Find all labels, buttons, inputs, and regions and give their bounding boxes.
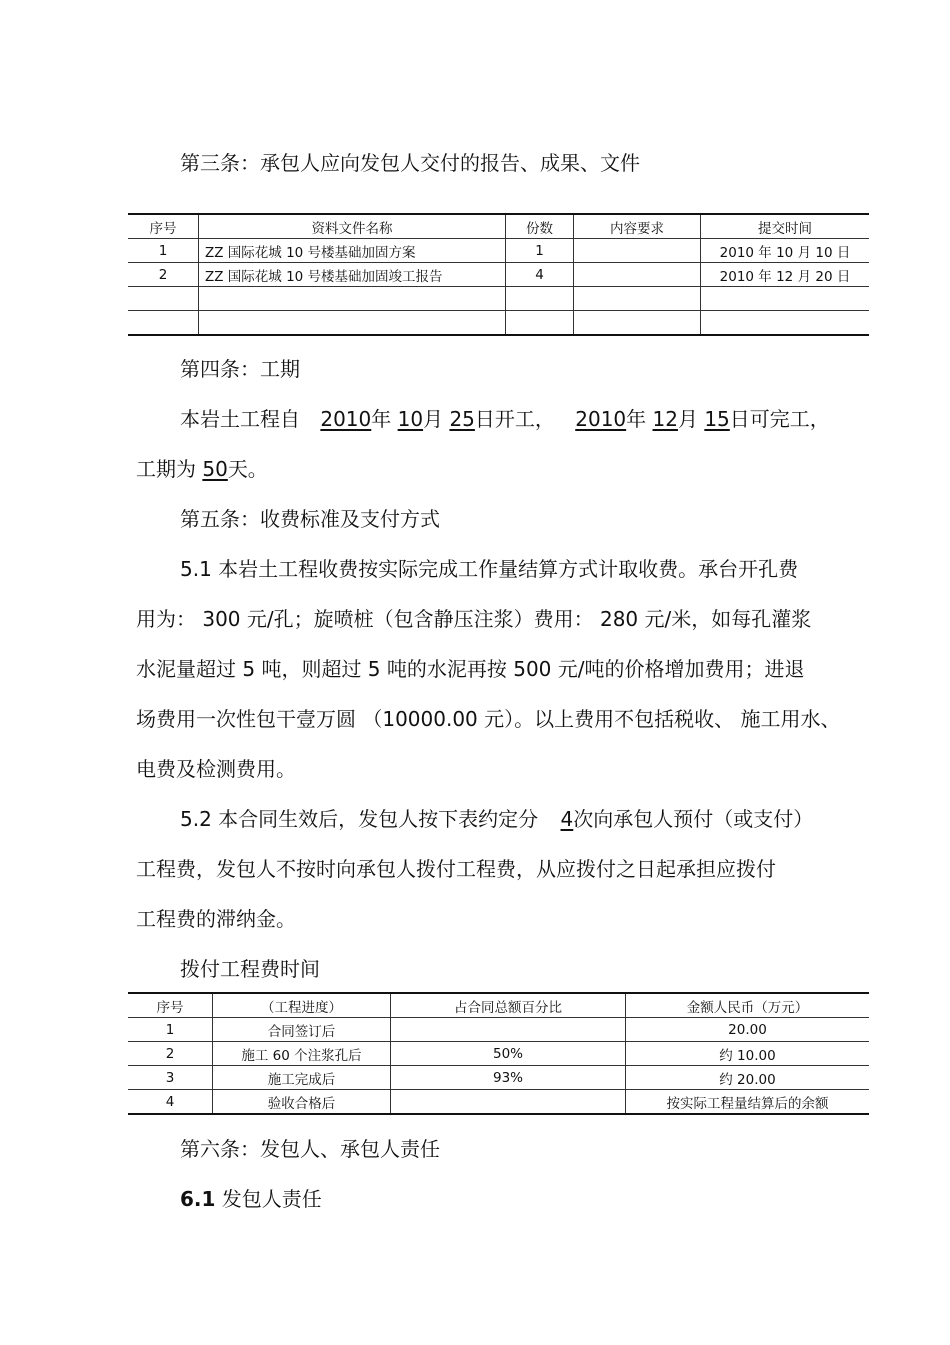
table-cell (574, 287, 701, 311)
text-fragment: 月 (423, 407, 444, 431)
text-fragment: 5.2 本合同生效后，发包人按下表约定分 (180, 807, 539, 831)
table-cell: 按实际工程量结算后的余额 (626, 1090, 870, 1115)
table-cell (701, 287, 870, 311)
table-row (128, 239, 869, 263)
col-header: 金额人民币（万元） (626, 993, 870, 1018)
table-cell: 1 (506, 239, 574, 263)
col-header: 资料文件名称 (199, 214, 506, 239)
table-header-row (128, 993, 869, 1018)
end-day: 15 (704, 407, 730, 431)
table-cell: 2010 年 10 月 10 日 (701, 239, 870, 263)
table-cell (199, 311, 506, 336)
table-cell: 合同签订后 (213, 1018, 391, 1042)
table-cell: 50% (391, 1042, 626, 1066)
table-cell (391, 1090, 626, 1115)
article6-heading: 第六条：发包人、承包人责任 (180, 1137, 440, 1161)
end-month: 12 (652, 407, 678, 431)
article3-heading: 第三条：承包人应向发包人交付的报告、成果、文件 (180, 151, 640, 175)
text-fragment: 月 (677, 407, 698, 431)
table-cell: 2 (128, 263, 199, 287)
start-day: 25 (449, 407, 475, 431)
table-cell (574, 263, 701, 287)
table-cell: 1 (128, 239, 199, 263)
table-row (128, 311, 869, 336)
table-cell: 20.00 (626, 1018, 870, 1042)
text-fragment: 次向承包人预付（或支付） (573, 807, 814, 831)
clause-5-2-line (180, 805, 813, 833)
article4-heading: 第四条：工期 (180, 357, 300, 381)
col-header: 提交时间 (701, 214, 870, 239)
clause-5-2-line: 工程费的滞纳金。 (136, 907, 296, 931)
payment-table (128, 992, 869, 1115)
col-header: 份数 (506, 214, 574, 239)
clause-5-2-line: 工程费，发包人不按时向承包人拨付工程费，从应拨付之日起承担应拨付 (136, 857, 776, 881)
text-fragment: 年 (371, 407, 392, 431)
table-cell (128, 311, 199, 336)
table-cell (506, 287, 574, 311)
text-fragment: 工期为 (136, 457, 196, 481)
text-fragment: 年 (626, 407, 647, 431)
start-year: 2010 (320, 407, 372, 431)
article4-schedule-line (180, 405, 830, 433)
clause-number: 6.1 (180, 1187, 216, 1211)
clause-5-1-line: 场费用一次性包干壹万圆 （10000.00 元）。以上费用不包括税收、 施工用水、 (136, 707, 841, 731)
table-cell (506, 311, 574, 336)
end-year: 2010 (575, 407, 627, 431)
table-cell: 1 (128, 1018, 213, 1042)
table-cell: 3 (128, 1066, 213, 1090)
col-header: （工程进度） (213, 993, 391, 1018)
table-cell: 施工完成后 (213, 1066, 391, 1090)
table-cell: ZZ 国际花城 10 号楼基础加固竣工报告 (199, 263, 506, 287)
table-row (128, 1066, 869, 1090)
col-header: 占合同总额百分比 (391, 993, 626, 1018)
col-header: 内容要求 (574, 214, 701, 239)
table-cell: 2 (128, 1042, 213, 1066)
clause-5-1-line: 用为： 300 元/孔；旋喷桩（包含静压注浆）费用： 280 元/米，如每孔灌浆 (136, 607, 812, 631)
table-cell (391, 1018, 626, 1042)
table-cell: 施工 60 个注浆孔后 (213, 1042, 391, 1066)
clause-title: 发包人责任 (221, 1187, 322, 1211)
table-row (128, 1018, 869, 1042)
table-cell (199, 287, 506, 311)
deliverables-table (128, 213, 869, 336)
table-row (128, 1090, 869, 1115)
table-cell: 2010 年 12 月 20 日 (701, 263, 870, 287)
text-fragment: 日可完工， (729, 407, 830, 431)
table-cell (128, 287, 199, 311)
clause-5-1-line: 水泥量超过 5 吨，则超过 5 吨的水泥再按 500 元/吨的价格增加费用；进退 (136, 657, 805, 681)
table-cell (701, 311, 870, 336)
start-month: 10 (397, 407, 424, 431)
table-cell: 4 (506, 263, 574, 287)
clause-5-1-line: 电费及检测费用。 (136, 757, 296, 781)
article5-heading: 第五条：收费标准及支付方式 (180, 507, 440, 531)
article4-duration-line (136, 455, 268, 483)
table-cell: 4 (128, 1090, 213, 1115)
table-cell: 约 20.00 (626, 1066, 870, 1090)
clause-6-1-heading (180, 1185, 322, 1213)
text-fragment: 天。 (227, 457, 268, 481)
payment-schedule-heading: 拨付工程费时间 (180, 957, 320, 981)
table-cell: ZZ 国际花城 10 号楼基础加固方案 (199, 239, 506, 263)
col-header: 序号 (128, 993, 213, 1018)
col-header: 序号 (128, 214, 199, 239)
table-cell: 验收合格后 (213, 1090, 391, 1115)
table-header-row (128, 214, 869, 239)
text-fragment: 本岩土工程自 (180, 407, 300, 431)
payment-count: 4 (560, 807, 574, 831)
table-row (128, 263, 869, 287)
table-cell (574, 239, 701, 263)
text-fragment: 日开工， (474, 407, 555, 431)
table-cell: 93% (391, 1066, 626, 1090)
table-row (128, 1042, 869, 1066)
table-row (128, 287, 869, 311)
duration-days: 50 (202, 457, 228, 481)
table-cell (574, 311, 701, 336)
clause-5-1-line: 5.1 本岩土工程收费按实际完成工作量结算方式计取收费。承台开孔费 (180, 557, 799, 581)
table-cell: 约 10.00 (626, 1042, 870, 1066)
